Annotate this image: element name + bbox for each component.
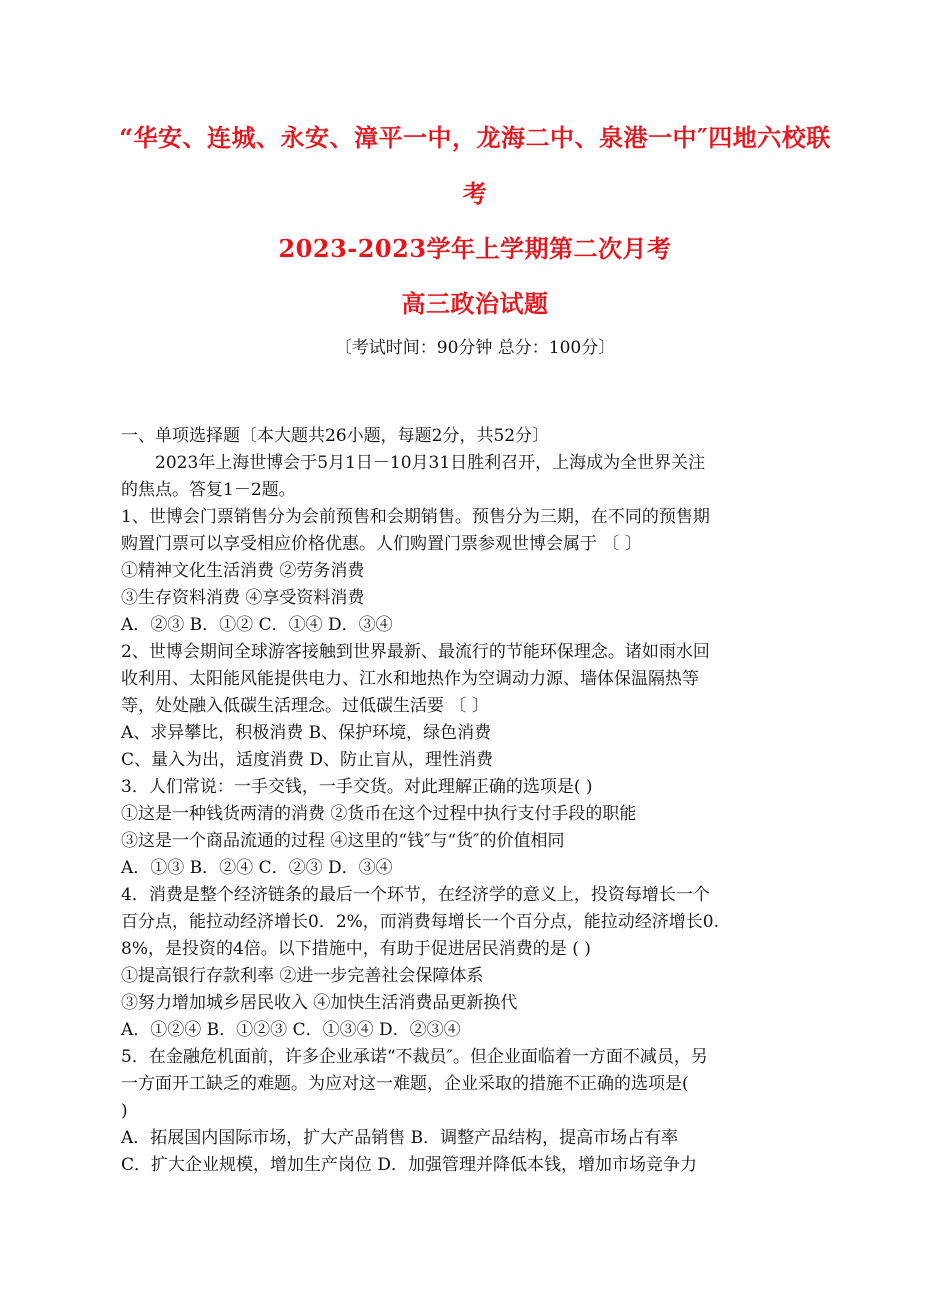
question-stem-line: ) bbox=[121, 1101, 128, 1121]
question-stem-line: 等，处处融入低碳生活理念。过低碳生活要 〔 〕 bbox=[121, 696, 489, 716]
title-term: 2023-2023学年上学期第二次月考 bbox=[278, 234, 672, 263]
question-stem-line: 一方面开工缺乏的难题。为应对这一难题，企业采取的措施不正确的选项是( bbox=[121, 1074, 689, 1094]
options-line: A、求异攀比，积极消费 B、保护环境，绿色消费 bbox=[121, 723, 492, 743]
question-stem-line: 收利用、太阳能风能提供电力、江水和地热作为空调动力源、墙体保温隔热等 bbox=[121, 669, 699, 689]
intro-line: 的焦点。答复1－2题。 bbox=[121, 480, 296, 500]
statement-line: ①提高银行存款利率 ②进一步完善社会保障体系 bbox=[121, 966, 484, 986]
question-stem-line: 2、世博会期间全球游客接触到世界最新、最流行的节能环保理念。诸如雨水回 bbox=[121, 642, 710, 662]
question-stem-line: 5．在金融危机面前，许多企业承诺“不裁员″。但企业面临着一方面不减员，另 bbox=[121, 1047, 708, 1067]
question-stem-line: 4．消费是整个经济链条的最后一个环节，在经济学的意义上，投资每增长一个 bbox=[121, 885, 710, 905]
title-exam-type: 考 bbox=[462, 179, 488, 208]
question-2 bbox=[121, 639, 841, 774]
statement-line: ①精神文化生活消费 ②劳务消费 bbox=[121, 561, 365, 581]
exam-info: 〔考试时间：90分钟 总分：100分〕 bbox=[334, 338, 616, 358]
statement-line: ③生存资料消费 ④享受资料消费 bbox=[121, 588, 365, 608]
intro-line: 2023年上海世博会于5月1日－10月31日胜利召开，上海成为全世界关注 bbox=[155, 453, 706, 473]
question-stem-line: 百分点，能拉动经济增长0．2%，而消费每增长一个百分点，能拉动经济增长0. bbox=[121, 912, 720, 932]
statement-line: ①这是一种钱货两清的消费 ②货币在这个过程中执行支付手段的职能 bbox=[121, 804, 637, 824]
question-4 bbox=[121, 882, 841, 1044]
options-line: A．②③ B．①② C．①④ D．③④ bbox=[121, 615, 393, 635]
question-body bbox=[121, 423, 841, 1179]
question-stem-line: 1、世博会门票销售分为会前预售和会期销售。预售分为三期，在不同的预售期 bbox=[121, 507, 710, 527]
statement-line: ③努力增加城乡居民收入 ④加快生活消费品更新换代 bbox=[121, 993, 518, 1013]
question-5 bbox=[121, 1044, 841, 1179]
title-schools: “华安、连城、永安、漳平一中，龙海二中、泉港一中″四地六校联 bbox=[119, 123, 831, 152]
options-line: C．扩大企业规模，增加生产岗位 D．加强管理并降低本钱，增加市场竞争力 bbox=[121, 1155, 698, 1175]
options-line: A．①③ B．②④ C．②③ D．③④ bbox=[121, 858, 393, 878]
question-3 bbox=[121, 774, 841, 882]
question-1 bbox=[121, 504, 841, 639]
options-line: A．①②④ B．①②③ C．①③④ D．②③④ bbox=[121, 1020, 461, 1040]
question-stem-line: 购置门票可以享受相应价格优惠。人们购置门票参观世博会属于 〔 〕 bbox=[121, 534, 642, 554]
statement-line: ③这是一个商品流通的过程 ④这里的“钱″与“货″的价值相同 bbox=[121, 831, 565, 851]
options-line: C、量入为出，适度消费 D、防止盲从，理性消费 bbox=[121, 750, 494, 770]
section-heading: 一、单项选择题〔本大题共26小题，每题2分，共52分〕 bbox=[121, 426, 550, 446]
question-stem-line: 3．人们常说：一手交钱，一手交货。对此理解正确的选项是( ) bbox=[121, 777, 593, 797]
question-stem-line: 8%，是投资的4倍。以下措施中，有助于促进居民消费的是 ( ) bbox=[121, 939, 591, 959]
options-line: A．拓展国内国际市场，扩大产品销售 B．调整产品结构，提高市场占有率 bbox=[121, 1128, 679, 1148]
title-subject: 高三政治试题 bbox=[401, 289, 549, 318]
